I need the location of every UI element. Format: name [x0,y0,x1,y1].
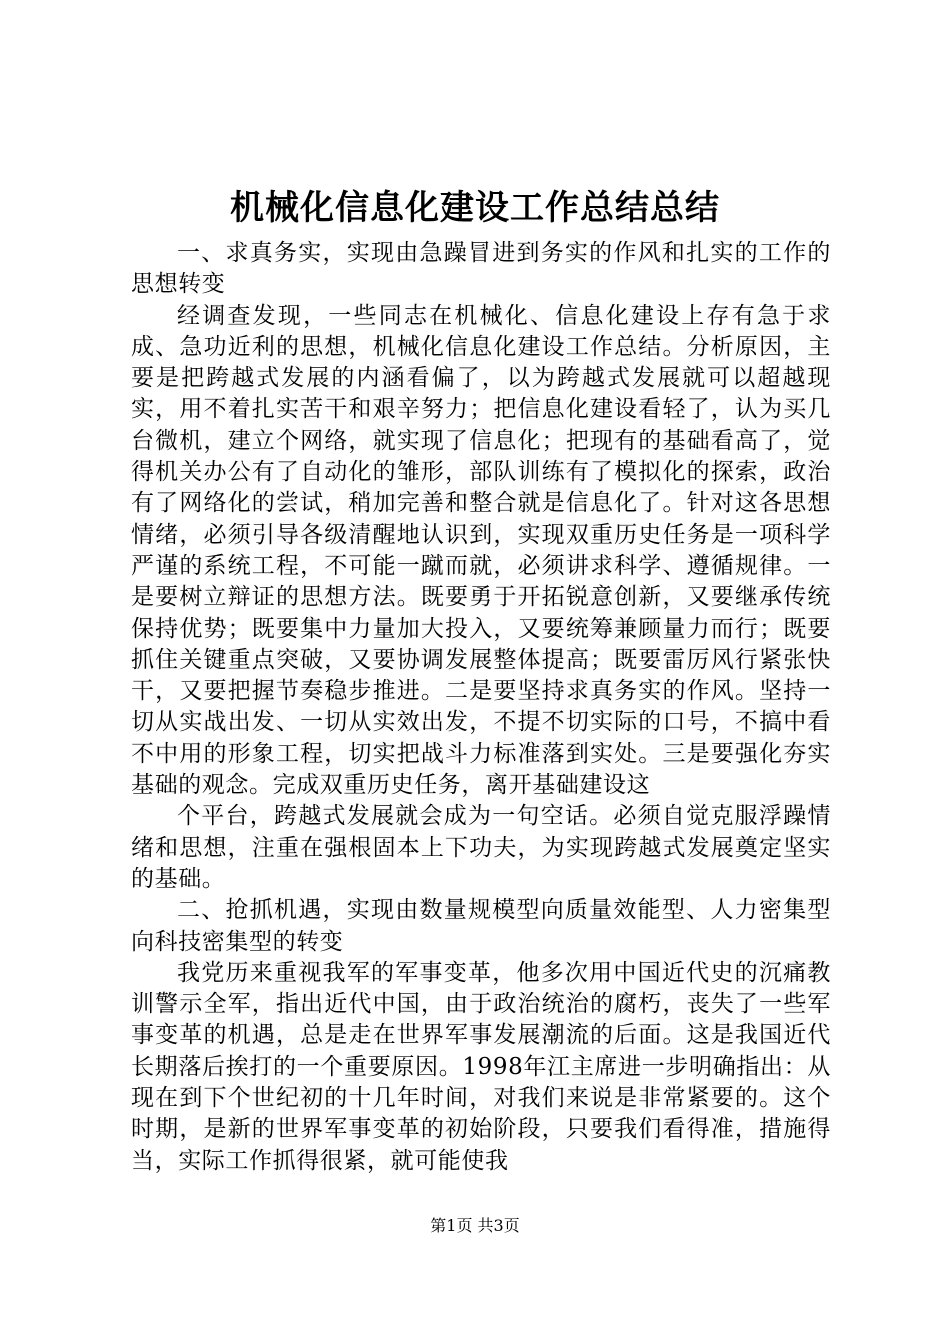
body-paragraph: 我党历来重视我军的军事变革，他多次用中国近代史的沉痛教训警示全军，指出近代中国，由于政治统治的腐朽，丧失了一些军事变革的机遇，总是走在世界军事发展潮流的后面。这是我国近代长期落后挨打的一个重要原因。1998年江主席进一步明确指出：从现在到下个世纪初的十几年时间，对我们来说是非常紧要的。这个时期，是新的世界军事变革的初始阶段，只要我们看得准，措施得当，实际工作抓得很紧，就可能使我 [131,959,831,1174]
section-heading-2: 二、抢抓机遇，实现由数量规模型向质量效能型、人力密集型向科技密集型的转变 [131,897,831,955]
body-paragraph: 个平台，跨越式发展就会成为一句空话。必须自觉克服浮躁情绪和思想，注重在强根固本上下功夫，为实现跨越式发展奠定坚实的基础。 [131,803,831,892]
section-heading-1: 一、求真务实，实现由急躁冒进到务实的作风和扎实的工作的思想转变 [131,240,831,298]
document-title: 机械化信息化建设工作总结总结 [230,188,720,228]
document-body [131,238,831,1177]
body-paragraph: 经调查发现，一些同志在机械化、信息化建设上存有急于求成、急功近利的思想，机械化信息化建设工作总结。分析原因，主要是把跨越式发展的内涵看偏了，以为跨越式发展就可以超越现实，用不着扎实苦干和艰辛努力；把信息化建设看轻了，认为买几台微机，建立个网络，就实现了信息化；把现有的基础看高了，觉得机关办公有了自动化的雏形，部队训练有了模拟化的探索，政治有了网络化的尝试，稍加完善和整合就是信息化了。针对这各思想情绪，必须引导各级清醒地认识到，实现双重历史任务是一项科学严谨的系统工程，不可能一蹴而就，必须讲求科学、遵循规律。一是要树立辩证的思想方法。既要勇于开拓锐意创新，又要继承传统保持优势；既要集中力量加大投入，又要统筹兼顾量力而行；既要抓住关键重点突破，又要协调发展整体提高；既要雷厉风行紧张快干，又要把握节奏稳步推进。二是要坚持求真务实的作风。坚持一切从实战出发、一切从实效出发，不提不切实际的口号，不搞中看不中用的形象工程，切实把战斗力标准落到实处。三是要强化夯实基础的观念。完成双重历史任务，离开基础建设这 [131,302,831,799]
page-number-footer: 第1页 共3页 [430,1216,520,1235]
